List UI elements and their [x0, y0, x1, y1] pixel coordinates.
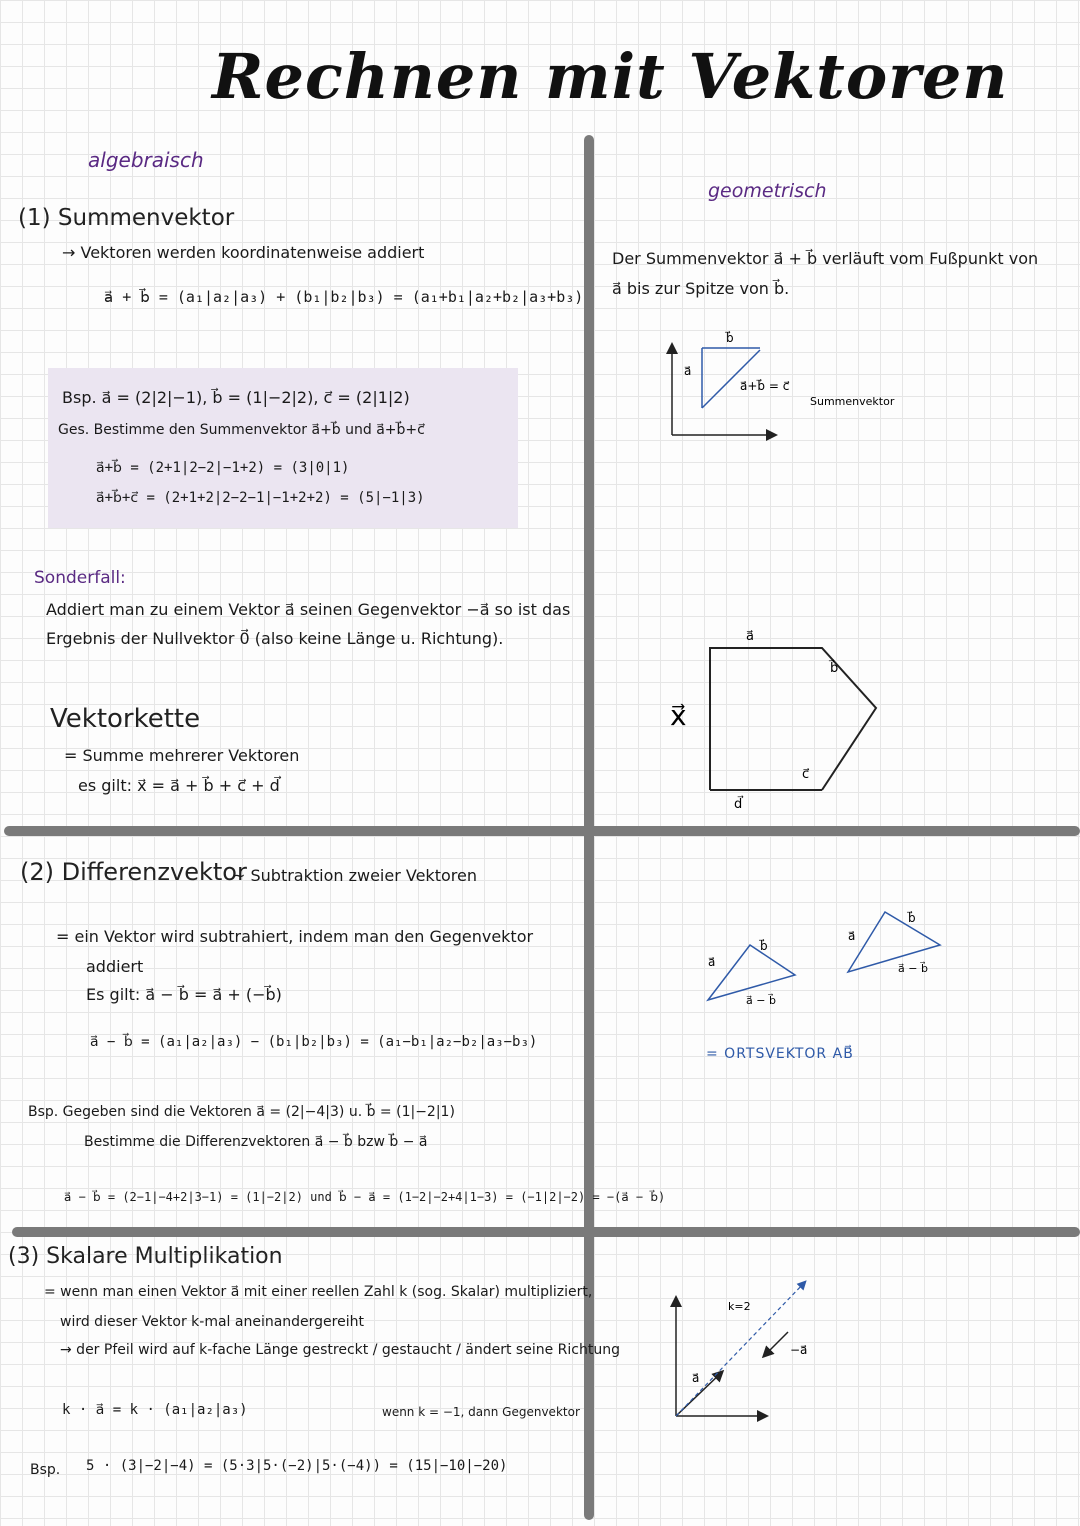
diff-label-diff-2: a⃗ − b⃗: [898, 962, 928, 975]
divider-1: [4, 826, 1080, 836]
scalar-line-1: = wenn man einen Vektor a⃗ mit einer reellen Zahl k (sog. Skalar) multipliziert,: [44, 1284, 593, 1300]
diff-label-b-1: b⃗: [760, 939, 768, 953]
difference-example-task: Bestimme die Differenzvektoren a⃗ − b⃗ bzw b⃗ − a⃗: [84, 1134, 428, 1150]
label-sum: a⃗+b⃗ = c⃗: [740, 379, 790, 393]
chain-polygon: [710, 648, 876, 790]
special-case-line-2: Ergebnis der Nullvektor 0⃗ (also keine Länge u. Richtung).: [46, 629, 504, 648]
section-heading-scalar: (3) Skalare Multiplikation: [8, 1244, 283, 1269]
difference-line-1: = ein Vektor wird subtrahiert, indem man den Gegenvektor: [56, 927, 534, 946]
label-summenvektor: Summenvektor: [810, 395, 895, 408]
chain-label-d: d⃗: [734, 797, 743, 812]
scalar-line-3: → der Pfeil wird auf k-fache Länge gestreckt / gestaucht / ändert seine Richtung: [60, 1342, 620, 1358]
ortsvektor-label: = ORTSVEKTOR AB⃗: [706, 1046, 854, 1062]
difference-subtitle: ~ Subtraktion zweier Vektoren: [232, 866, 477, 885]
difference-diagram: [690, 900, 960, 1020]
sum-formula: a⃗ + b⃗ = (a₁|a₂|a₃) + (b₁|b₂|b₃) = (a₁+b₁|a₂+b₂|a₃+b₃): [104, 288, 584, 306]
vector-chain-line-2: es gilt: x⃗ = a⃗ + b⃗ + c⃗ + d⃗: [78, 776, 280, 795]
sum-example-task: Ges. Bestimme den Summenvektor a⃗+b⃗ und a⃗+b⃗+c⃗: [58, 422, 425, 438]
chain-label-c: c⃗: [802, 767, 810, 782]
special-case-line-1: Addiert man zu einem Vektor a⃗ seinen Gegenvektor −a⃗ so ist das: [46, 600, 571, 619]
section-heading-sum: (1) Summenvektor: [18, 205, 235, 231]
scalar-label-neg: −a⃗: [790, 1343, 808, 1357]
scalar-note: wenn k = −1, dann Gegenvektor: [382, 1405, 580, 1419]
diff-triangle-1: [708, 945, 795, 1000]
scalar-vector-neg: [764, 1332, 788, 1356]
special-case-heading: Sonderfall:: [34, 568, 126, 588]
difference-example-given: Bsp. Gegeben sind die Vektoren a⃗ = (2|−4|3) u. b⃗ = (1|−2|1): [28, 1104, 455, 1120]
difference-formula: a⃗ − b⃗ = (a₁|a₂|a₃) − (b₁|b₂|b₃) = (a₁−b₁|a₂−b₂|a₃−b₃): [90, 1034, 538, 1050]
scalar-example-label: Bsp.: [30, 1462, 61, 1478]
difference-line-2: addiert: [86, 957, 144, 976]
divider-2: [12, 1227, 1080, 1237]
sum-geometric-text: Der Summenvektor a⃗ + b⃗ verläuft vom Fußpunkt von a⃗ bis zur Spitze von b⃗.: [612, 249, 1039, 298]
page-title: Rechnen mit Vektoren: [212, 40, 1009, 113]
scalar-diagram: [660, 1280, 840, 1440]
column-label-algebraic: algebraisch: [88, 148, 204, 172]
sum-example-solution-1: a⃗+b⃗ = (2+1|2−2|−1+2) = (3|0|1): [96, 460, 350, 476]
diff-label-b-2: b⃗: [908, 911, 916, 925]
chain-label-b: b⃗: [830, 661, 839, 676]
scalar-line-2: wird dieser Vektor k-mal aneinandergereiht: [60, 1314, 364, 1330]
vector-chain-diagram: [660, 620, 900, 820]
difference-rule: Es gilt: a⃗ − b⃗ = a⃗ + (−b⃗): [86, 985, 282, 1004]
vector-chain-line-1: = Summe mehrerer Vektoren: [64, 746, 300, 765]
sum-example-given: Bsp. a⃗ = (2|2|−1), b⃗ = (1|−2|2), c⃗ = (2|1|2): [62, 388, 410, 407]
sum-rule: → Vektoren werden koordinatenweise addiert: [62, 243, 425, 262]
scalar-label-k2: k=2: [728, 1300, 751, 1313]
diff-label-a-2: a⃗: [848, 929, 856, 943]
vector-chain-heading: Vektorkette: [50, 704, 201, 734]
diff-label-a-1: a⃗: [708, 955, 716, 969]
chain-label-a: a⃗: [746, 629, 754, 644]
label-a: a⃗: [684, 364, 692, 378]
chain-label-x: x⃗: [670, 699, 687, 732]
sum-diagram: [660, 320, 895, 450]
diff-label-diff-1: a⃗ − b⃗: [746, 994, 776, 1007]
scalar-formula: k · a⃗ = k · (a₁|a₂|a₃): [62, 1402, 248, 1418]
section-heading-difference: (2) Differenzvektor: [20, 858, 247, 886]
sum-example-solution-2: a⃗+b⃗+c⃗ = (2+1+2|2−2−1|−1+2+2) = (5|−1|3): [96, 490, 425, 506]
difference-example-solution: a⃗ − b⃗ = (2−1|−4+2|3−1) = (1|−2|2) und b⃗ − a⃗ = (1−2|−2+4|1−3) = (−1|2|−2) = −(a⃗ − b⃗): [64, 1190, 666, 1204]
column-label-geometric: geometrisch: [708, 180, 827, 202]
scalar-label-a: a⃗: [692, 1371, 700, 1385]
label-b: b⃗: [726, 331, 734, 345]
scalar-example-solution: 5 · (3|−2|−4) = (5·3|5·(−2)|5·(−4)) = (15|−10|−20): [86, 1458, 508, 1474]
